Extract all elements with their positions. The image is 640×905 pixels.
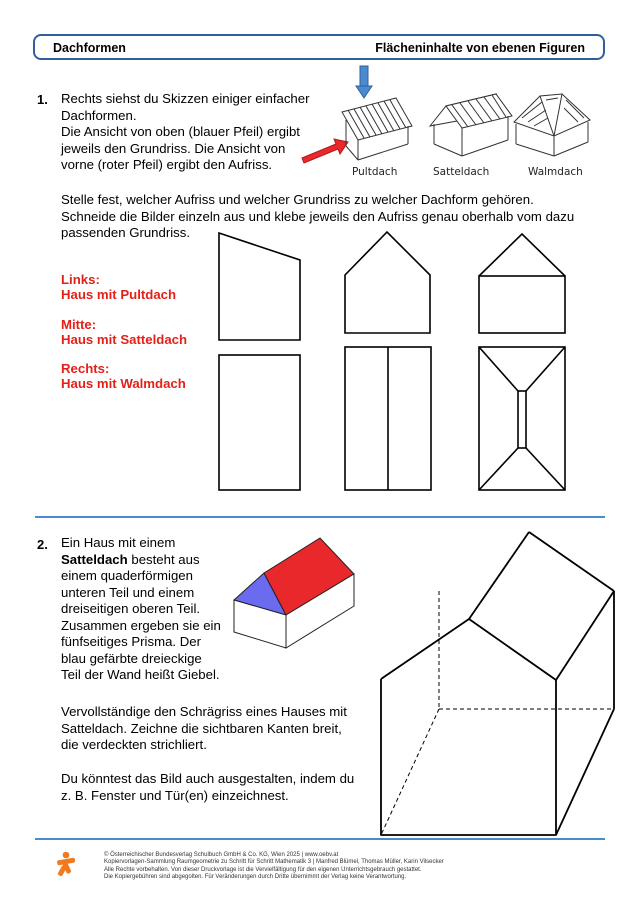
roof-label-pultdach: Pultdach xyxy=(352,166,398,178)
publisher-logo-icon xyxy=(53,851,79,877)
footer-line: © Österreichischer Bundesverlag Schulbuch GmbH & Co. KG, Wien 2025 | www.oebv.at xyxy=(104,852,339,858)
task2-keyword: Satteldach xyxy=(61,551,128,567)
task1-intro-line: Dachformen. xyxy=(61,107,137,123)
task2-instruction-line: Satteldach. Zeichne die sichtbaren Kanten breit, xyxy=(61,720,342,736)
task2-line: Teil der Wand heißt Giebel. xyxy=(61,667,220,682)
task1-intro-line: Rechts siehst du Skizzen einiger einfacher xyxy=(61,91,310,106)
roof-label-satteldach: Satteldach xyxy=(433,166,490,178)
task1-intro-line: vorne (roter Pfeil) ergibt den Aufriss. xyxy=(61,157,273,172)
task1-instruction-line: Stelle fest, welcher Aufriss und welcher Grundriss zu welcher Dachform gehören. xyxy=(61,192,534,207)
answer-position: Links: xyxy=(61,272,100,287)
answer-text: Haus mit Satteldach xyxy=(61,332,188,347)
footer-line: Kopiervorlagen-Sammlung Raumgeometrie zu Schritt für Schritt Mathematik 3 | Manfred Blümel, Thomas Müller, Karin Vilsecker xyxy=(104,859,444,866)
task2-number: 2. xyxy=(37,537,48,552)
task2-line: einem quaderförmigen xyxy=(61,568,193,583)
footer-line: Die Kopiergebühren sind abgegolten. Für Veränderungen durch Dritte übernimmt der Verlag keine Verantwortung. xyxy=(104,874,407,881)
task2-line: fünfseitiges Prisma. Der xyxy=(61,634,201,649)
task2-extra-line: Du könntest das Bild auch ausgestalten, indem du xyxy=(61,771,355,786)
task2-instruction-line: die verdeckten strichliert. xyxy=(61,737,207,752)
task2-extra-line: z. B. Fenster und Tür(en) einzeichnest. xyxy=(61,787,289,803)
task1-instruction-line: Schneide die Bilder einzeln aus und klebe jeweils den Aufriss genau oberhalb vom dazu xyxy=(61,208,575,224)
footer-copyright xyxy=(104,852,584,882)
task1-intro-line: jeweils den Grundriss. Die Ansicht von xyxy=(61,140,286,156)
answer-text: Haus mit Pultdach xyxy=(61,287,177,302)
task2-line: dreiseitigen oberen Teil. xyxy=(61,601,201,616)
footer-divider xyxy=(35,838,605,840)
task2-line: Ein Haus mit einem xyxy=(61,535,176,550)
task2-line: blau gefärbte dreieckige xyxy=(61,650,202,666)
roof-label-walmdach: Walmdach xyxy=(528,166,583,178)
answer-text: Haus mit Walmdach xyxy=(61,376,186,391)
task1-instruction-line: passenden Grundriss. xyxy=(61,225,191,240)
task2-line: besteht aus xyxy=(127,551,200,567)
task2-line: unteren Teil und einem xyxy=(61,584,195,600)
task1-intro-line: Die Ansicht von oben (blauer Pfeil) ergibt xyxy=(61,124,300,139)
answer-position: Rechts: xyxy=(61,361,110,376)
header-chapter: Flächeninhalte von ebenen Figuren xyxy=(375,41,585,55)
header-topic: Dachformen xyxy=(53,41,126,55)
footer-line: Alle Rechte vorbehalten. Von dieser Druckvorlage ist die Vervielfältigung für den eigenen Unterrichtsgebrauch gestattet. xyxy=(104,866,422,873)
task2-line: Zusammen ergeben sie ein xyxy=(61,617,221,633)
task2-instruction-line: Vervollständige den Schrägriss eines Hauses mit xyxy=(61,704,347,719)
answer-position: Mitte: xyxy=(61,317,97,332)
task1-number: 1. xyxy=(37,92,48,107)
